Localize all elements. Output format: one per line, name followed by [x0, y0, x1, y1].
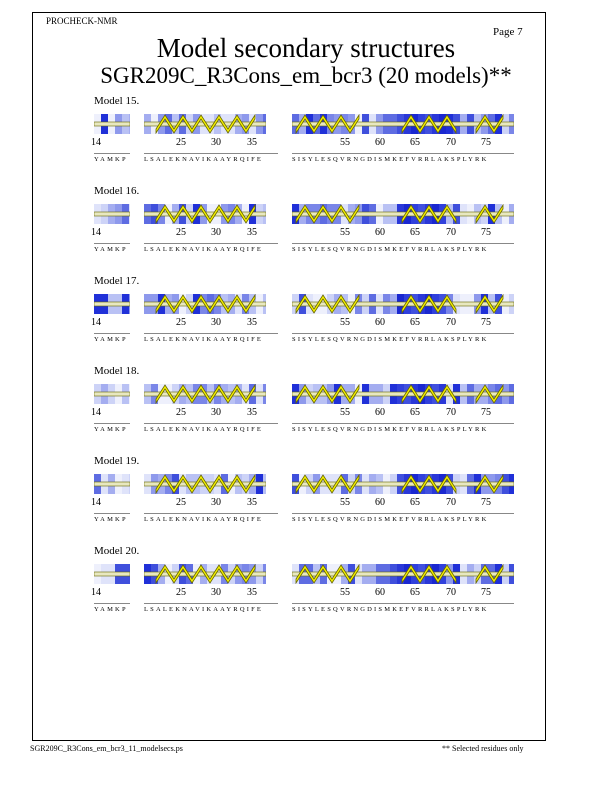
secondary-structure-strip	[144, 294, 266, 314]
page-subtitle: SGR209C_R3Cons_em_bcr3 (20 models)**	[100, 63, 512, 88]
sequence-text: YAMKP	[94, 336, 128, 343]
residue-tick-label: 25	[176, 497, 186, 508]
residue-tick-label: 60	[375, 137, 385, 148]
residue-tick-label: 70	[446, 227, 456, 238]
secondary-structure-strip	[144, 204, 266, 224]
model-block	[0, 455, 612, 545]
sequence-text: YAMKP	[94, 426, 128, 433]
residue-tick-label: 65	[410, 317, 420, 328]
residue-tick-label: 30	[211, 227, 221, 238]
coil-bar	[94, 212, 130, 216]
secondary-structure-strip	[292, 564, 514, 584]
residue-tick-label: 55	[340, 587, 350, 598]
residue-tick-label: 35	[247, 497, 257, 508]
residue-tick-label: 55	[340, 497, 350, 508]
sequence-rule	[292, 423, 514, 424]
sequence-rule	[144, 243, 278, 244]
model-label: Model 17.	[94, 275, 140, 287]
residue-tick-label: 30	[211, 317, 221, 328]
sequence-text: SISYLESQVRNGDISMKEFVRRLAKSPLYRK	[292, 156, 489, 163]
residue-tick-label: 65	[410, 407, 420, 418]
secondary-structure-strip	[94, 564, 130, 584]
model-label: Model 18.	[94, 365, 140, 377]
sequence-text: YAMKP	[94, 156, 128, 163]
page-number: Page 7	[493, 26, 523, 38]
secondary-structure-strip	[94, 384, 130, 404]
residue-tick-label: 55	[340, 227, 350, 238]
secondary-structure-strip	[94, 204, 130, 224]
residue-tick-label: 25	[176, 587, 186, 598]
model-block	[0, 365, 612, 455]
residue-tick-label: 55	[340, 407, 350, 418]
residue-tick-label: 35	[247, 587, 257, 598]
sequence-text: YAMKP	[94, 246, 128, 253]
residue-start-label: 14	[91, 407, 101, 418]
model-block	[0, 185, 612, 275]
secondary-structure-strip	[292, 384, 514, 404]
residue-tick-label: 60	[375, 317, 385, 328]
secondary-structure-strip	[144, 114, 266, 134]
residue-tick-label: 25	[176, 137, 186, 148]
residue-tick-label: 55	[340, 317, 350, 328]
residue-tick-label: 60	[375, 497, 385, 508]
residue-tick-label: 70	[446, 497, 456, 508]
residue-tick-label: 75	[481, 497, 491, 508]
sequence-rule	[292, 333, 514, 334]
residue-start-label: 14	[91, 497, 101, 508]
residue-tick-label: 35	[247, 137, 257, 148]
residue-tick-label: 70	[446, 587, 456, 598]
sequence-rule	[94, 243, 130, 244]
residue-tick-label: 65	[410, 137, 420, 148]
residue-tick-label: 65	[410, 587, 420, 598]
sequence-rule	[144, 603, 278, 604]
secondary-structure-strip	[292, 294, 514, 314]
residue-tick-label: 35	[247, 407, 257, 418]
residue-tick-label: 75	[481, 137, 491, 148]
sequence-rule	[94, 333, 130, 334]
residue-tick-label: 55	[340, 137, 350, 148]
sequence-text: YAMKP	[94, 606, 128, 613]
sequence-text: SISYLESQVRNGDISMKEFVRRLAKSPLYRK	[292, 516, 489, 523]
residue-tick-label: 25	[176, 407, 186, 418]
secondary-structure-strip	[144, 564, 266, 584]
coil-bar	[94, 302, 130, 306]
residue-tick-label: 25	[176, 317, 186, 328]
sequence-rule	[94, 513, 130, 514]
residue-tick-label: 30	[211, 497, 221, 508]
page-title: Model secondary structures	[156, 33, 456, 63]
sequence-rule	[144, 423, 278, 424]
residue-start-label: 14	[91, 317, 101, 328]
sequence-text: SISYLESQVRNGDISMKEFVRRLAKSPLYRK	[292, 426, 489, 433]
residue-tick-label: 75	[481, 227, 491, 238]
residue-tick-label: 65	[410, 497, 420, 508]
residue-tick-label: 60	[375, 587, 385, 598]
model-block	[0, 95, 612, 185]
residue-start-label: 14	[91, 587, 101, 598]
secondary-structure-strip	[94, 474, 130, 494]
residue-tick-label: 70	[446, 407, 456, 418]
residue-tick-label: 60	[375, 407, 385, 418]
model-label: Model 19.	[94, 455, 140, 467]
sequence-rule	[94, 603, 130, 604]
sequence-text: SISYLESQVRNGDISMKEFVRRLAKSPLYRK	[292, 606, 489, 613]
sequence-text: LSALEKNAVIKAAYRQIFE	[144, 156, 264, 163]
residue-start-label: 14	[91, 227, 101, 238]
residue-tick-label: 65	[410, 227, 420, 238]
sequence-rule	[94, 153, 130, 154]
residue-tick-label: 75	[481, 317, 491, 328]
model-label: Model 20.	[94, 545, 140, 557]
residue-tick-label: 35	[247, 227, 257, 238]
sequence-rule	[144, 153, 278, 154]
residue-tick-label: 75	[481, 407, 491, 418]
residue-tick-label: 60	[375, 227, 385, 238]
sequence-rule	[144, 513, 278, 514]
sequence-text: LSALEKNAVIKAAYRQIFE	[144, 516, 264, 523]
residue-tick-label: 70	[446, 137, 456, 148]
residue-tick-label: 70	[446, 317, 456, 328]
sequence-rule	[292, 513, 514, 514]
secondary-structure-strip	[144, 474, 266, 494]
secondary-structure-strip	[94, 294, 130, 314]
residue-tick-label: 75	[481, 587, 491, 598]
residue-tick-label: 30	[211, 137, 221, 148]
secondary-structure-strip	[94, 114, 130, 134]
sequence-rule	[144, 333, 278, 334]
footer-filename: SGR209C_R3Cons_em_bcr3_11_modelsecs.ps	[30, 744, 183, 753]
sequence-text: LSALEKNAVIKAAYRQIFE	[144, 336, 264, 343]
coil-bar	[94, 392, 130, 396]
program-name: PROCHECK-NMR	[46, 16, 118, 26]
coil-bar	[94, 482, 130, 486]
residue-start-label: 14	[91, 137, 101, 148]
sequence-rule	[94, 423, 130, 424]
residue-tick-label: 30	[211, 587, 221, 598]
secondary-structure-strip	[292, 114, 514, 134]
model-block	[0, 275, 612, 365]
sequence-text: YAMKP	[94, 516, 128, 523]
sequence-text: SISYLESQVRNGDISMKEFVRRLAKSPLYRK	[292, 336, 489, 343]
sequence-text: SISYLESQVRNGDISMKEFVRRLAKSPLYRK	[292, 246, 489, 253]
model-block	[0, 545, 612, 635]
footer-note: ** Selected residues only	[442, 744, 524, 753]
sequence-rule	[292, 243, 514, 244]
coil-bar	[94, 572, 130, 576]
model-label: Model 16.	[94, 185, 140, 197]
residue-tick-label: 25	[176, 227, 186, 238]
coil-bar	[94, 122, 130, 126]
sequence-rule	[292, 603, 514, 604]
sequence-rule	[292, 153, 514, 154]
residue-tick-label: 30	[211, 407, 221, 418]
residue-tick-label: 35	[247, 317, 257, 328]
sequence-text: LSALEKNAVIKAAYRQIFE	[144, 426, 264, 433]
sequence-text: LSALEKNAVIKAAYRQIFE	[144, 246, 264, 253]
model-label: Model 15.	[94, 95, 140, 107]
sequence-text: LSALEKNAVIKAAYRQIFE	[144, 606, 264, 613]
secondary-structure-strip	[292, 204, 514, 224]
secondary-structure-strip	[292, 474, 514, 494]
secondary-structure-strip	[144, 384, 266, 404]
